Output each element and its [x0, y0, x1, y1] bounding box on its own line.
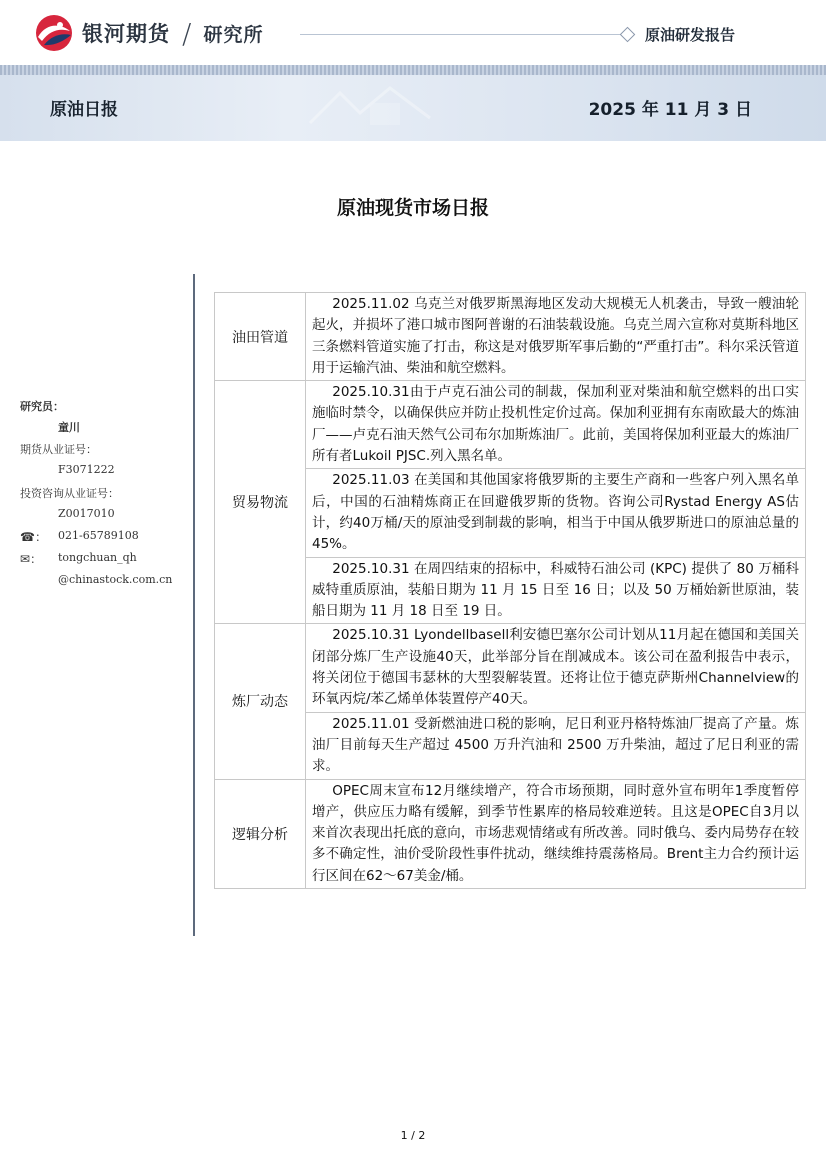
diamond-icon — [620, 27, 636, 43]
table-row — [215, 293, 806, 381]
banner — [0, 75, 826, 141]
entry-text: 2025.10.31由于卢克石油公司的制裁，保加利亚对柴油和航空燃料的出口实施临时禁令，以确保供应并防止投机性定价过高。保加利亚拥有东南欧最大的炼油厂——卢克石油天然气公司布尔加斯炼油厂。此前，美国将保加利亚最大的炼油厂所有者Lukoil PJSC.列入黑名单。 — [306, 381, 806, 469]
phone-number: 021-65789108 — [58, 529, 139, 542]
banner-title: 原油日报 — [50, 100, 118, 120]
header-slash: / — [182, 16, 192, 50]
consult-cert-value: Z0017010 — [58, 507, 115, 520]
consult-cert-label: 投资咨询从业证号： — [20, 487, 119, 500]
phone-icon: ☎： — [20, 530, 47, 544]
entry-text: 2025.10.31 Lyondellbasell利安德巴塞尔公司计划从11月起在德国和美国关闭部分炼厂生产设施40天，此举部分旨在削减成本。该公司在盈利报告中表示，将关闭位于德国韦瑟林的大型裂解装置。还将让位于德克萨斯州Channelview的环氧丙烷/苯乙烯单体装置停产40天。 — [306, 624, 806, 712]
entry-text: 2025.11.03 在美国和其他国家将俄罗斯的主要生产商和一些客户列入黑名单后，中国的石油精炼商正在回避俄罗斯的货物。咨询公司Rystad Energy AS估计，约40万桶/天的原油受到制裁的影响，相当于中国从俄罗斯进口的原油总量的45%。 — [306, 469, 806, 557]
entry-text: 2025.11.02 乌克兰对俄罗斯黑海地区发动大规模无人机袭击，导致一艘油轮起火，并损坏了港口城市图阿普谢的石油装载设施。乌克兰周六宣称对莫斯科地区三条燃料管道实施了打击，称这是对俄罗斯军事后勤的“严重打击”。科尔采沃管道用于运输汽油、柴油和航空燃料。 — [306, 293, 806, 381]
logo-area — [34, 12, 263, 54]
entry-text: 2025.10.31 在周四结束的招标中，科威特石油公司 (KPC) 提供了 80 万桶科威特重质原油，装船日期为 11 月 15 日至 16 日；以及 50 万桶始新世原油，装船日期为 11 月 18 日至 19 日。 — [306, 557, 806, 624]
category-cell: 油田管道 — [215, 293, 306, 381]
brand-name: 银河期货 — [82, 22, 170, 46]
page-number: 1 / 2 — [400, 1129, 426, 1142]
galaxy-logo-icon — [34, 13, 74, 53]
email-line-1[interactable]: tongchuan_qh — [58, 551, 137, 564]
header-rule — [300, 34, 622, 35]
document-title: 原油现货市场日报 — [336, 197, 489, 219]
email-line-2[interactable]: @chinastock.com.cn — [58, 573, 173, 586]
banner-stripe — [0, 65, 826, 75]
table-row — [215, 381, 806, 469]
entry-text: OPEC周末宣布12月继续增产，符合市场预期，同时意外宣布明年1季度暂停增产，供应压力略有缓解，到季节性累库的格局较难逆转。且这是OPEC自3月以来首次表现出托底的意向，市场悲观情绪或有所改善。同时俄乌、委内局势存在较多不确定性，油价受阶段性事件扰动，继续维持震荡格局。Brent主力合约预计运行区间在62～67美金/桶。 — [306, 779, 806, 888]
report-type: 原油研发报告 — [645, 26, 736, 44]
department-name: 研究所 — [203, 23, 264, 46]
vertical-divider — [193, 274, 195, 936]
researcher-label: 研究员： — [20, 400, 64, 413]
banner-date: 2025 年 11 月 3 日 — [588, 100, 752, 120]
category-cell: 贸易物流 — [215, 381, 306, 624]
table-row — [215, 779, 806, 888]
category-cell: 逻辑分析 — [215, 779, 306, 888]
banner-decoration-icon — [300, 83, 460, 133]
entry-text: 2025.11.01 受新燃油进口税的影响，尼日利亚丹格特炼油厂提高了产量。炼油厂目前每天生产超过 4500 万升汽油和 2500 万升柴油，超过了尼日利亚的需求。 — [306, 712, 806, 779]
futures-cert-label: 期货从业证号： — [20, 443, 97, 456]
category-cell: 炼厂动态 — [215, 624, 306, 779]
market-news-table — [214, 292, 806, 889]
email-icon: ✉： — [20, 552, 43, 566]
researcher-name: 童川 — [58, 421, 80, 434]
futures-cert-value: F3071222 — [58, 463, 115, 476]
table-row — [215, 624, 806, 712]
